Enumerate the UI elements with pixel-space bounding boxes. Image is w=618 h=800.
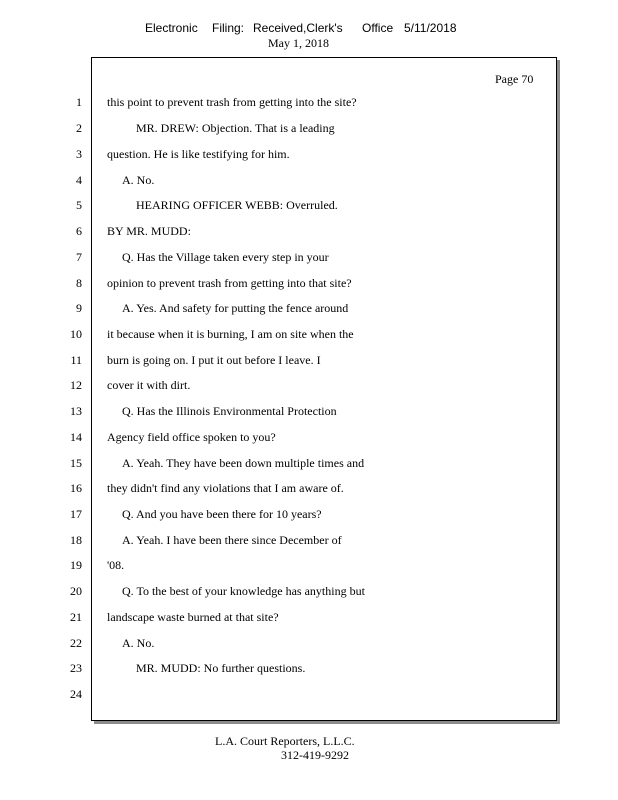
transcript-line: MR. DREW: Objection. That is a leading [136,121,335,135]
line-number: 7 [76,250,82,264]
filing-stamp-header [0,20,618,36]
line-number: 24 [70,687,82,701]
transcript-line: landscape waste burned at that site? [107,610,279,624]
line-number: 6 [76,224,82,238]
transcript-line: burn is going on. I put it out before I leave. I [107,353,321,367]
line-number: 17 [70,507,82,521]
line-number: 2 [76,121,82,135]
line-number: 19 [70,558,82,572]
line-number: 14 [70,430,82,444]
transcript-line: A. No. [122,636,155,650]
transcript-line: this point to prevent trash from getting into the site? [107,95,357,109]
transcript-line: MR. MUDD: No further questions. [136,661,306,675]
transcript-line: A. Yeah. They have been down multiple times and [122,456,365,470]
line-number: 22 [70,636,82,650]
court-reporter-phone: 312-419-9292 [281,748,349,762]
line-number: 9 [76,301,82,315]
filing-stamp-word: Filing: [212,21,245,35]
filing-stamp-word: Office [362,21,394,35]
page-number: Page 70 [495,72,534,86]
transcript-line: they didn't find any violations that I am aware of. [107,481,344,495]
transcript-line: opinion to prevent trash from getting into that site? [107,276,352,290]
transcript-line: it because when it is burning, I am on site when the [107,327,354,341]
line-number: 18 [70,533,82,547]
line-number: 10 [70,327,82,341]
line-number: 5 [76,198,82,212]
line-number: 16 [70,481,82,495]
line-number: 4 [76,173,82,187]
line-number: 1 [76,95,82,109]
filing-stamp-word: Electronic [145,21,198,35]
transcript-line: HEARING OFFICER WEBB: Overruled. [136,198,338,212]
filing-stamp-word: 5/11/2018 [404,21,457,35]
line-number: 3 [76,147,82,161]
transcript-line: Q. And you have been there for 10 years? [122,507,322,521]
line-number: 12 [70,378,82,392]
filing-stamp-word: Received,Clerk's [253,21,343,35]
transcript-line: '08. [107,558,125,572]
transcript-line: BY MR. MUDD: [107,224,191,238]
line-number: 23 [70,661,82,675]
transcript-line: Q. Has the Village taken every step in your [122,250,329,264]
transcript-line: Q. To the best of your knowledge has anything but [122,584,365,598]
transcript-line: A. No. [122,173,155,187]
line-number: 11 [70,353,82,367]
line-number: 20 [70,584,82,598]
transcript-line: Q. Has the Illinois Environmental Protection [122,404,337,418]
transcript-date: May 1, 2018 [268,36,329,50]
transcript-line: question. He is like testifying for him. [107,147,290,161]
line-number: 15 [70,456,82,470]
transcript-line: Agency field office spoken to you? [107,430,276,444]
transcript-line: cover it with dirt. [107,378,191,392]
transcript-line: A. Yeah. I have been there since December of [122,533,342,547]
court-reporter-name: L.A. Court Reporters, L.L.C. [215,734,355,748]
line-number: 13 [70,404,82,418]
line-number: 21 [70,610,82,624]
line-number: 8 [76,276,82,290]
transcript-line: A. Yes. And safety for putting the fence around [122,301,349,315]
